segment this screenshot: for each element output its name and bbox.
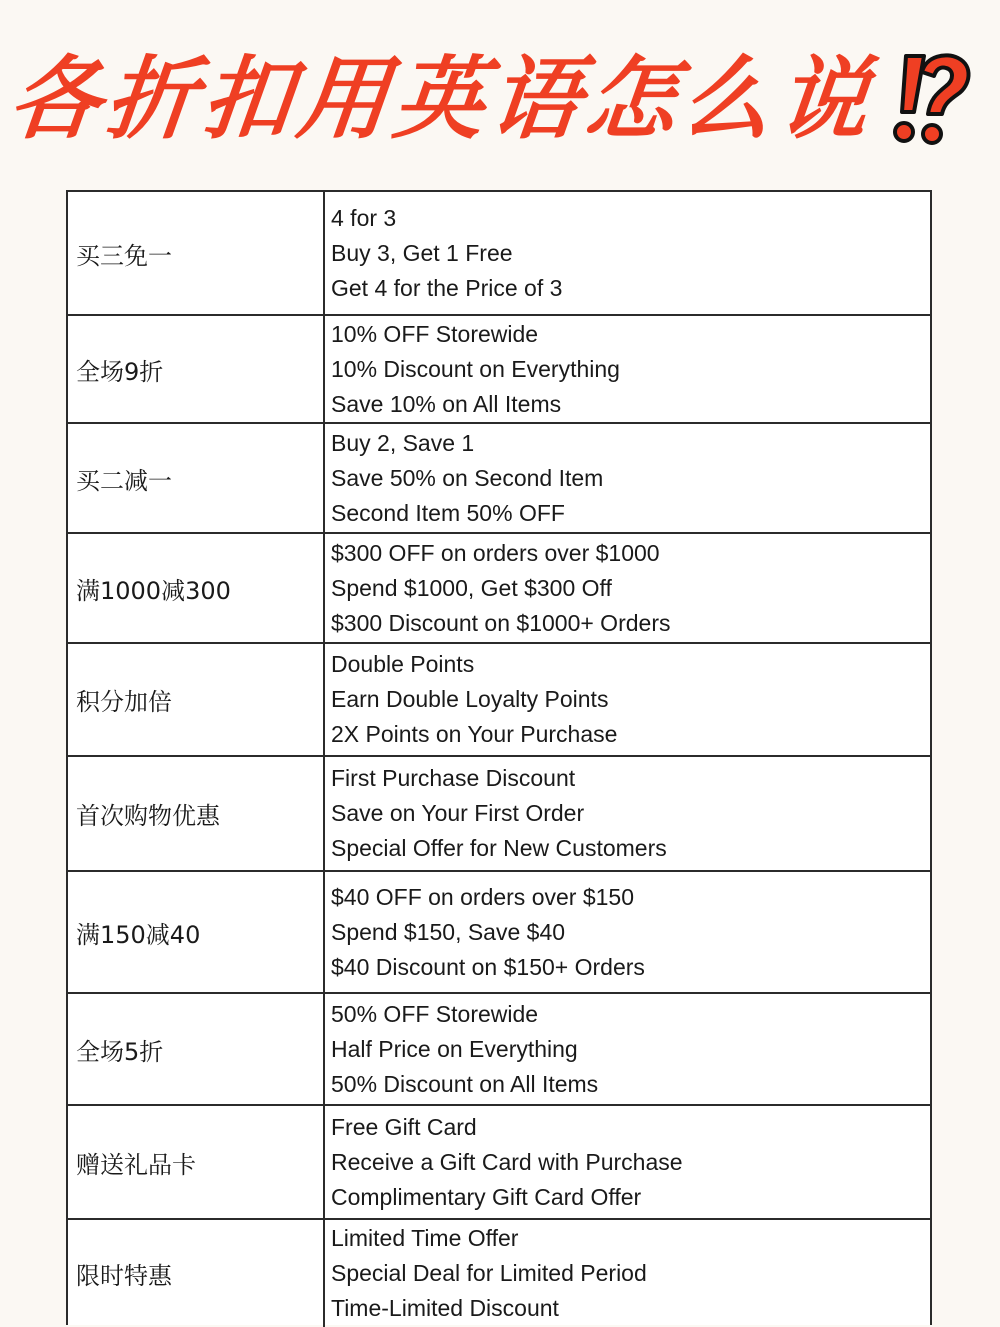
table-row: [68, 1106, 930, 1220]
chinese-term-cell: 买三免一: [68, 192, 325, 314]
chinese-term-cell: 积分加倍: [68, 644, 325, 755]
table-row: [68, 757, 930, 872]
english-phrases-cell: [325, 757, 930, 870]
english-phrase: Special Offer for New Customers: [331, 835, 667, 861]
english-phrase: $40 Discount on $150+ Orders: [331, 953, 645, 980]
english-phrase: $40 OFF on orders over $150: [331, 883, 634, 910]
table-row: [68, 994, 930, 1106]
english-phrase: Special Deal for Limited Period: [331, 1260, 647, 1286]
english-phrase: 50% OFF Storewide: [331, 1000, 539, 1027]
english-phrase: Time-Limited Discount: [331, 1295, 559, 1321]
discount-table: [66, 190, 932, 1325]
english-phrase: Get 4 for the Price of 3: [331, 274, 563, 301]
english-phrase: Earn Double Loyalty Points: [331, 686, 609, 712]
table-row: [68, 192, 930, 316]
english-phrase: Spend $1000, Get $300 Off: [331, 574, 612, 601]
english-phrases-cell: [325, 1106, 930, 1218]
chinese-term-cell: 全场9折: [68, 316, 325, 422]
table-row: [68, 644, 930, 757]
english-phrase: Receive a Gift Card with Purchase: [331, 1148, 683, 1175]
english-phrase: Second Item 50% OFF: [331, 499, 565, 526]
english-phrases-cell: [325, 424, 930, 532]
english-phrase: 50% Discount on All Items: [331, 1070, 599, 1097]
english-phrase: Buy 3, Get 1 Free: [331, 239, 513, 266]
english-phrase: Save 10% on All Items: [331, 390, 562, 417]
table-row: [68, 424, 930, 534]
chinese-term-cell: 限时特惠: [68, 1220, 325, 1327]
chinese-term-cell: 满150减40: [68, 872, 325, 992]
page-title: [4, 45, 990, 155]
chinese-term-cell: 全场5折: [68, 994, 325, 1104]
english-phrases-cell: [325, 316, 930, 422]
chinese-term-cell: 买二减一: [68, 424, 325, 532]
chinese-term-cell: 首次购物优惠: [68, 757, 325, 870]
table-row: [68, 534, 930, 644]
english-phrase: 2X Points on Your Purchase: [331, 721, 618, 747]
chinese-term-cell: 赠送礼品卡: [68, 1106, 325, 1218]
english-phrase: First Purchase Discount: [331, 765, 576, 791]
english-phrase: Double Points: [331, 651, 475, 677]
english-phrase: $300 Discount on $1000+ Orders: [331, 609, 671, 636]
interrobang-icon: [884, 50, 974, 150]
english-phrase: 10% Discount on Everything: [331, 355, 620, 382]
english-phrase: $300 OFF on orders over $1000: [331, 539, 660, 566]
english-phrases-cell: [325, 534, 930, 642]
page-title-text: 各折扣用英语怎么说: [4, 47, 880, 152]
english-phrases-cell: [325, 994, 930, 1104]
english-phrase: Buy 2, Save 1: [331, 429, 475, 456]
table-row: [68, 1220, 930, 1327]
english-phrase: Half Price on Everything: [331, 1035, 578, 1062]
english-phrase: 4 for 3: [331, 204, 397, 231]
english-phrases-cell: [325, 872, 930, 992]
english-phrase: Complimentary Gift Card Offer: [331, 1183, 642, 1210]
english-phrases-cell: [325, 192, 930, 314]
table-row: [68, 316, 930, 424]
chinese-term-cell: 满1000减300: [68, 534, 325, 642]
english-phrase: Save on Your First Order: [331, 800, 585, 826]
english-phrases-cell: [325, 1220, 930, 1327]
english-phrases-cell: [325, 644, 930, 755]
english-phrase: Free Gift Card: [331, 1113, 477, 1140]
english-phrase: Save 50% on Second Item: [331, 464, 604, 491]
table-row: [68, 872, 930, 994]
english-phrase: Limited Time Offer: [331, 1225, 519, 1251]
english-phrase: Spend $150, Save $40: [331, 918, 566, 945]
english-phrase: 10% OFF Storewide: [331, 320, 539, 347]
